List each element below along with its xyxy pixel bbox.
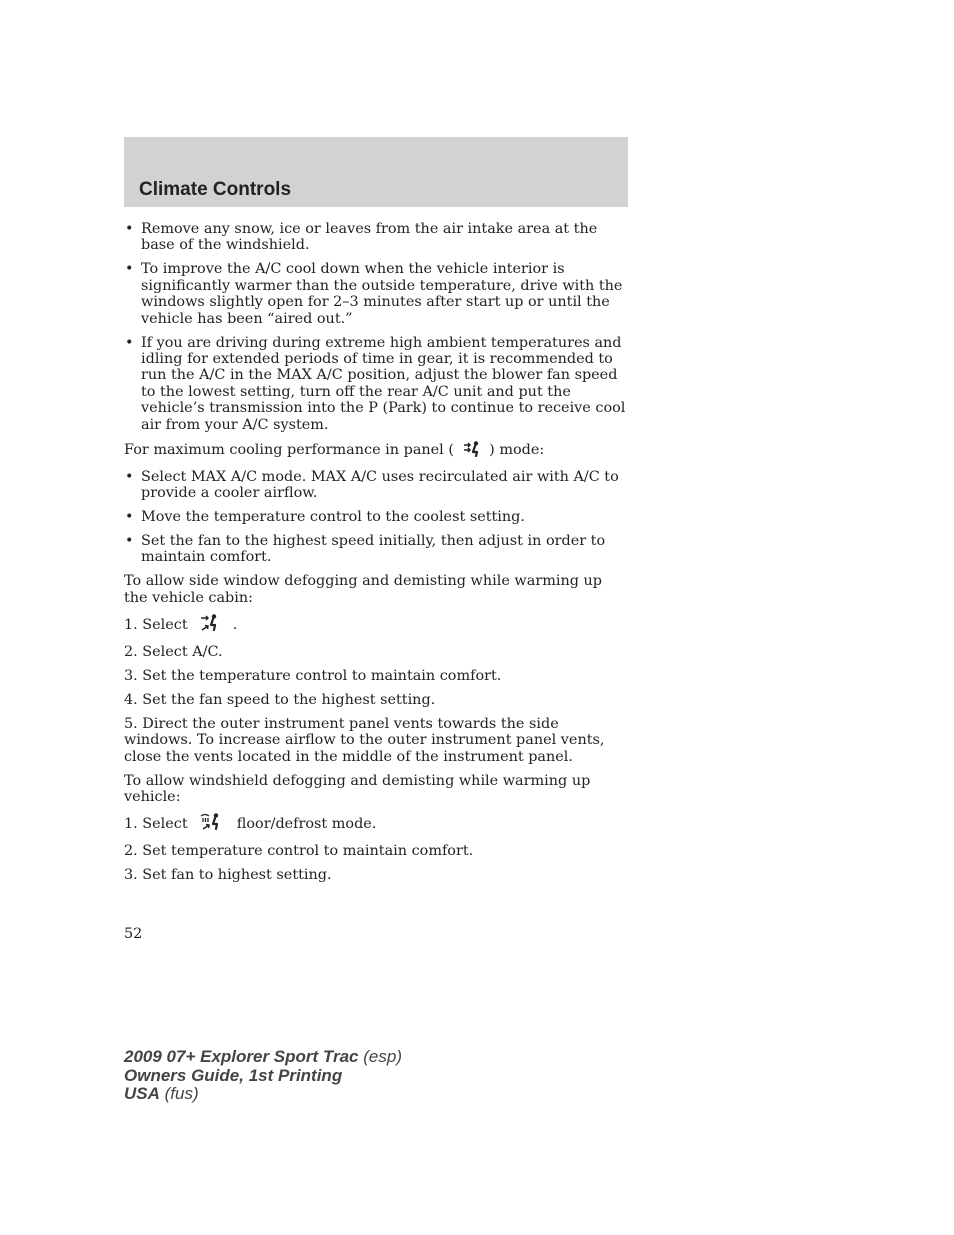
section-title: Climate Controls — [139, 179, 292, 200]
step-text: 1. Select — [124, 816, 188, 833]
side-defog-step: 3. Set the temperature control to maintain comfort. — [124, 667, 502, 684]
footer-model-code: (esp) — [363, 1047, 402, 1066]
bullet-item: • If you are driving during extreme high ambient temperatures and idling for extended periods of time in gear, it is recommended to run the A/C in the MAX A/C position, adjust the blower fan speed to the lowest setting, turn off the rear A/C unit and put the vehicle’s transmission into the P (Park) to continue to receive cool air from your A/C system. — [124, 335, 628, 433]
windshield-intro: To allow windshield defogging and demisting while warming up vehicle: — [124, 772, 591, 806]
step-text: 1. Select — [124, 616, 188, 633]
panel-mode-intro-after: ) mode: — [489, 441, 545, 458]
footer-line-1 — [124, 1048, 402, 1067]
bullet-item: • Set the fan to the highest speed initially, then adjust in order to maintain comfort. — [124, 533, 628, 566]
panel-floor-mode-icon — [200, 614, 220, 636]
footer-line-2 — [124, 1067, 402, 1086]
bullet-item: • Select MAX A/C mode. MAX A/C uses recirculated air with A/C to provide a cooler airflow. — [124, 469, 628, 502]
windshield-step: 3. Set fan to highest setting. — [124, 867, 332, 884]
page-content — [124, 221, 628, 891]
windshield-step-1 — [124, 813, 628, 835]
step-text: . — [232, 616, 238, 633]
side-defog-step: 5. Direct the outer instrument panel vents towards the side windows. To increase airflow to the outer instrument panel vents, close the vents located in the middle of the instrument panel. — [124, 715, 605, 765]
section-header — [124, 137, 628, 207]
bullet-item: • Remove any snow, ice or leaves from the air intake area at the base of the windshield. — [124, 221, 628, 254]
bullet-item: • To improve the A/C cool down when the vehicle interior is significantly warmer than the outside temperature, drive with the windows slightly open for 2–3 minutes after start up or until the vehicle has been “aired out.” — [124, 261, 628, 327]
page-number: 52 — [124, 926, 143, 942]
footer-line-3 — [124, 1085, 402, 1104]
panel-mode-icon — [463, 441, 481, 461]
bullet-item: • Move the temperature control to the coolest setting. — [124, 509, 628, 525]
document-footer — [124, 1048, 402, 1104]
footer-market: USA — [124, 1084, 160, 1103]
windshield-step: 2. Set temperature control to maintain comfort. — [124, 843, 474, 860]
footer-market-code: (fus) — [164, 1084, 199, 1103]
side-defog-step-1 — [124, 614, 628, 636]
side-defog-step: 4. Set the fan speed to the highest setting. — [124, 691, 436, 708]
footer-edition: Owners Guide, 1st Printing — [124, 1065, 343, 1085]
footer-model: 2009 07+ Explorer Sport Trac — [124, 1047, 359, 1066]
panel-mode-intro-before: For maximum cooling performance in panel ( — [124, 441, 454, 458]
floor-defrost-mode-icon — [200, 813, 222, 835]
side-defog-intro: To allow side window defogging and demisting while warming up the vehicle cabin: — [124, 573, 602, 606]
panel-mode-intro — [124, 441, 628, 461]
side-defog-step: 2. Select A/C. — [124, 643, 223, 660]
step-text: floor/defrost mode. — [236, 816, 377, 833]
